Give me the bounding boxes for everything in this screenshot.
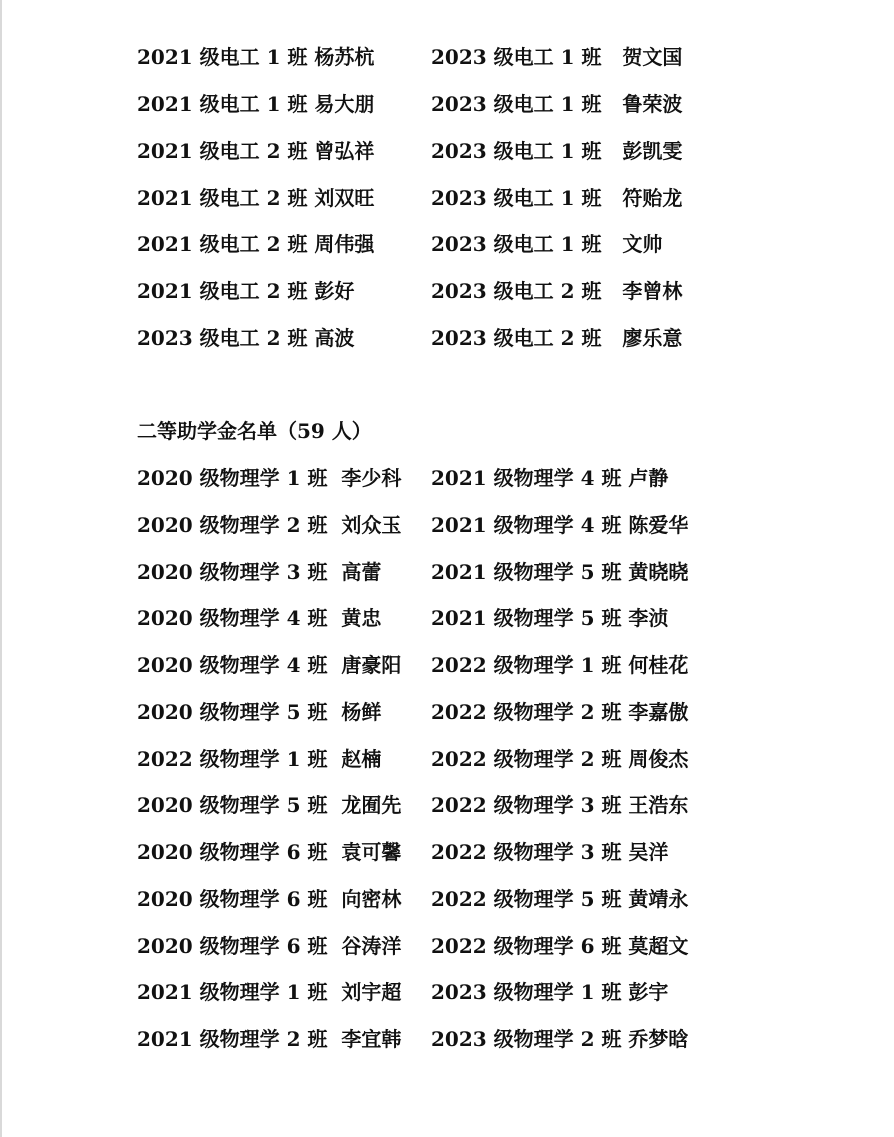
list-item-left: 2021 级物理学 1 班 刘宇超 [137,980,402,1004]
list-item-right: 2023 级电工 1 班 彭凯雯 [431,139,683,163]
list-row [0,557,894,587]
list-item-right: 2022 级物理学 3 班 王浩东 [431,793,689,817]
list-item-left: 2021 级物理学 2 班 李宜韩 [137,1027,402,1051]
list-item-left: 2020 级物理学 1 班 李少科 [137,466,402,490]
list-row [0,603,894,633]
list-item-right: 2023 级电工 2 班 李曾林 [431,279,683,303]
list-item-left: 2020 级物理学 6 班 袁可馨 [137,840,402,864]
list-item-right: 2021 级物理学 4 班 陈爱华 [431,513,689,537]
list-row [0,977,894,1007]
list-item-left: 2021 级电工 1 班 杨苏杭 [137,45,375,69]
list-item-right: 2022 级物理学 1 班 何桂花 [431,653,689,677]
list-row [0,837,894,867]
list-item-right: 2023 级电工 1 班 符贻龙 [431,186,683,210]
list-item-left: 2020 级物理学 4 班 黄忠 [137,606,382,630]
list-item-left: 2020 级物理学 5 班 龙囿先 [137,793,402,817]
list-row [0,42,894,72]
list-item-left: 2020 级物理学 3 班 高蕾 [137,560,382,584]
list-item-right: 2022 级物理学 5 班 黄靖永 [431,887,689,911]
list-item-left: 2020 级物理学 4 班 唐豪阳 [137,653,402,677]
list-item-right: 2023 级电工 2 班 廖乐意 [431,326,683,350]
list-row [0,931,894,961]
list-row [0,136,894,166]
list-item-right: 2022 级物理学 2 班 李嘉傲 [431,700,689,724]
list-row [0,1024,894,1054]
list-item-left: 2021 级电工 2 班 曾弘祥 [137,139,375,163]
list-row [0,884,894,914]
list-row [0,229,894,259]
list-row [0,463,894,493]
list-item-right: 2021 级物理学 5 班 李浈 [431,606,669,630]
list-row [0,790,894,820]
list-item-left: 2020 级物理学 6 班 向密林 [137,887,402,911]
list-item-right: 2022 级物理学 6 班 莫超文 [431,934,689,958]
list-item-left: 2020 级物理学 5 班 杨鲜 [137,700,382,724]
list-item-left: 2022 级物理学 1 班 赵楠 [137,747,382,771]
list-row [0,323,894,353]
list-row [0,650,894,680]
list-item-left: 2020 级物理学 2 班 刘众玉 [137,513,402,537]
list-item-left: 2021 级电工 2 班 彭好 [137,279,355,303]
list-row [0,744,894,774]
list-item-right: 2022 级物理学 2 班 周俊杰 [431,747,689,771]
list-item-right: 2023 级电工 1 班 文帅 [431,232,663,256]
list-item-right: 2023 级电工 1 班 鲁荣波 [431,92,683,116]
list-row [0,276,894,306]
list-item-left: 2021 级电工 2 班 刘双旺 [137,186,375,210]
list-item-left: 2023 级电工 2 班 高波 [137,326,355,350]
list-item-right: 2023 级物理学 2 班 乔梦晗 [431,1027,689,1051]
list-item-left: 2021 级电工 2 班 周伟强 [137,232,375,256]
list-row [0,89,894,119]
list-item-right: 2022 级物理学 3 班 吴洋 [431,840,669,864]
list-item-left: 2020 级物理学 6 班 谷涛洋 [137,934,402,958]
list-row [0,510,894,540]
list-item-right: 2023 级电工 1 班 贺文国 [431,45,683,69]
list-item-left: 2021 级电工 1 班 易大朋 [137,92,375,116]
list-row [0,183,894,213]
list-item-right: 2021 级物理学 4 班 卢静 [431,466,669,490]
list-row [0,697,894,727]
section-heading: 二等助学金名单（59 人） [137,419,372,443]
list-item-right: 2023 级物理学 1 班 彭宇 [431,980,669,1004]
list-item-right: 2021 级物理学 5 班 黄晓晓 [431,560,689,584]
